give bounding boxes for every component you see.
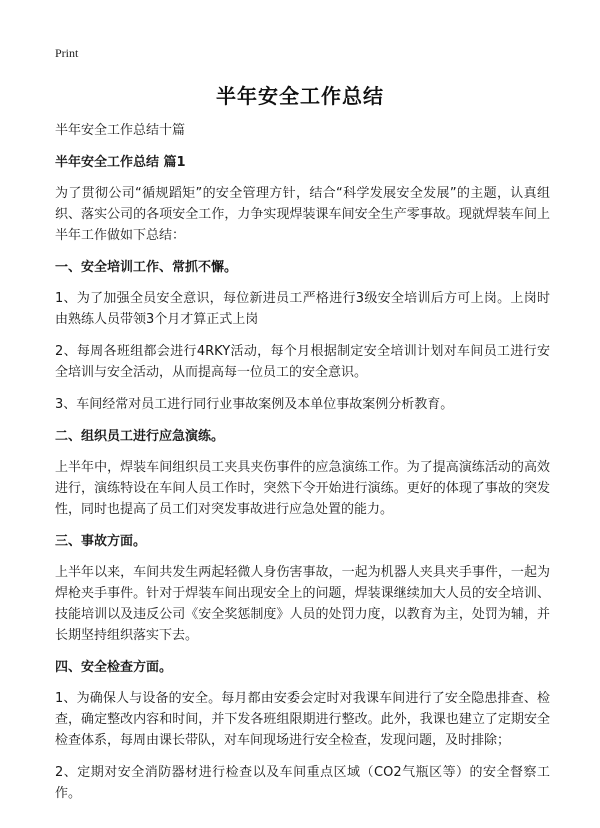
intro-paragraph: 为了贯彻公司“循规蹈矩”的安全管理方针，结合“科学发展安全发展”的主题，认真组织、落实公司的各项安全工作，力争实现焊装课车间安全生产零事故。现就焊装车间上半年工作做如下总结：: [55, 186, 550, 243]
paragraph: 1、为确保人与设备的安全。每月都由安委会定时对我课车间进行了安全隐患排查、检查，确定整改内容和时间，并下发各班组限期进行整改。此外，我课也建立了定期安全检查体系，每周由课长带队，对车间现场进行安全检查，发现问题，及时排除；: [55, 691, 550, 748]
page-title: 半年安全工作总结: [216, 84, 384, 108]
heading-safety-inspection: 四、安全检查方面。: [55, 660, 173, 675]
paragraph: 上半年以来，车间共发生两起轻微人身伤害事故，一起为机器人夹具夹手事件，一起为焊枪夹手事件。针对于焊装车间出现安全上的问题，焊装课继续加大人员的安全培训、技能培训以及违反公司《安全奖惩制度》人员的处罚力度，以教育为主，处罚为辅，并长期坚持组织落实下去。: [55, 565, 550, 643]
heading-accidents: 三、事故方面。: [55, 534, 147, 549]
paragraph: 2、定期对安全消防器材进行检查以及车间重点区域（CO2气瓶区等）的安全督察工作。: [55, 765, 550, 801]
paragraph: 3、车间经常对员工进行同行业事故案例及本单位事故案例分析教育。: [55, 397, 454, 412]
paragraph: 2、每周各班组都会进行4RKY活动，每个月根据制定安全培训计划对车间员工进行安全培训与安全活动，从而提高每一位员工的安全意识。: [55, 344, 550, 380]
paragraph: 1、为了加强全员安全意识，每位新进员工严格进行3级安全培训后方可上岗。上岗时由熟练人员带领3个月才算正式上岗: [55, 291, 550, 327]
document-body: [55, 120, 550, 815]
heading-emergency-drill: 二、组织员工进行应急演练。: [55, 429, 225, 444]
print-link[interactable]: Print: [55, 46, 79, 60]
section-title: 半年安全工作总结 篇1: [55, 155, 186, 170]
heading-safety-training: 一、安全培训工作、常抓不懈。: [55, 260, 238, 275]
paragraph: 上半年中，焊装车间组织员工夹具夹伤事件的应急演练工作。为了提高演练活动的高效进行，演练特设在车间人员工作时，突然下令开始进行演练。更好的体现了事故的突发性，同时也提高了员工们对突发事故进行应急处置的能力。: [55, 460, 550, 517]
document-subtitle: 半年安全工作总结十篇: [55, 123, 186, 138]
